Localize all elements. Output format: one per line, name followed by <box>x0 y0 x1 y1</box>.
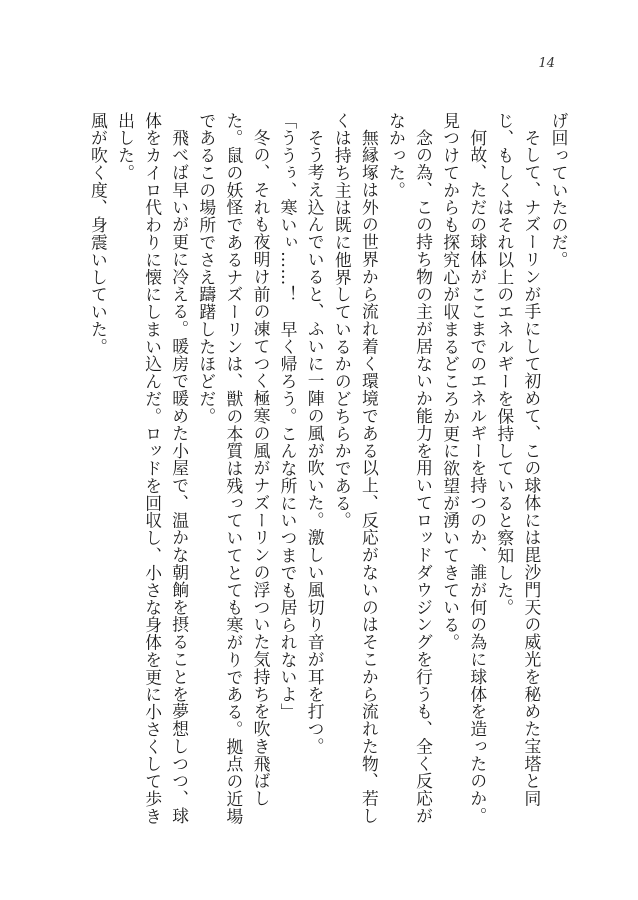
paragraph: 飛べば早いが更に冷える。暖房で暖めた小屋で、温かな朝餉を摂ることを夢想しつつ、球体をカイロ代わりに懐にしまい込んだ。ロッドを回収し、小さな身体を更に小さくして歩き出した。 <box>115 112 190 825</box>
paragraph: 風が吹く度、身震いしていた。 <box>88 112 109 356</box>
paragraph: げ回っていたのだ。 <box>549 112 569 269</box>
paragraph: そう考え込んでいると、ふいに一陣の風が吹いた。激しい風切り音が耳を打つ。 <box>305 128 326 755</box>
paragraph: 冬の、それも夜明け前の凍てつく極寒の風がナズーリンの浮ついた気持ちを吹き飛ばした。鼠の妖怪であるナズーリンは、獣の本質は残っていてとても寒がりである。拠点の近場であるこの場所でさえ躊躇したほどだ。 <box>196 112 271 825</box>
paragraph: そして、ナズーリンが手にして初めて、この球体には毘沙門天の威光を秘めた宝塔と同じ、もしくはそれ以上のエネルギーを保持していると察知した。 <box>494 112 542 808</box>
dialogue-line: 「ううぅ、寒いぃ……！ 早く帰ろう。こんな所にいつまでも居られないよ」 <box>278 112 299 721</box>
paragraph: 無縁塚は外の世界から流れ着く環境である以上、反応がないのはそこから流れた物、若しくは持ち主は既に他界しているかのどちらかである。 <box>332 112 380 825</box>
body-text <box>84 112 572 832</box>
paragraph: 何故、ただの球体がここまでのエネルギーを持つのか、誰が何の為に球体を造ったのか。見つけてからも探究心が収まるどころか更に欲望が湧いてきている。 <box>440 112 488 825</box>
paragraph: 念の為、この持ち物の主が居ないか能力を用いてロッドダウジングを行うも、全く反応がなかった。 <box>386 112 434 825</box>
page-number: 14 <box>538 56 555 71</box>
